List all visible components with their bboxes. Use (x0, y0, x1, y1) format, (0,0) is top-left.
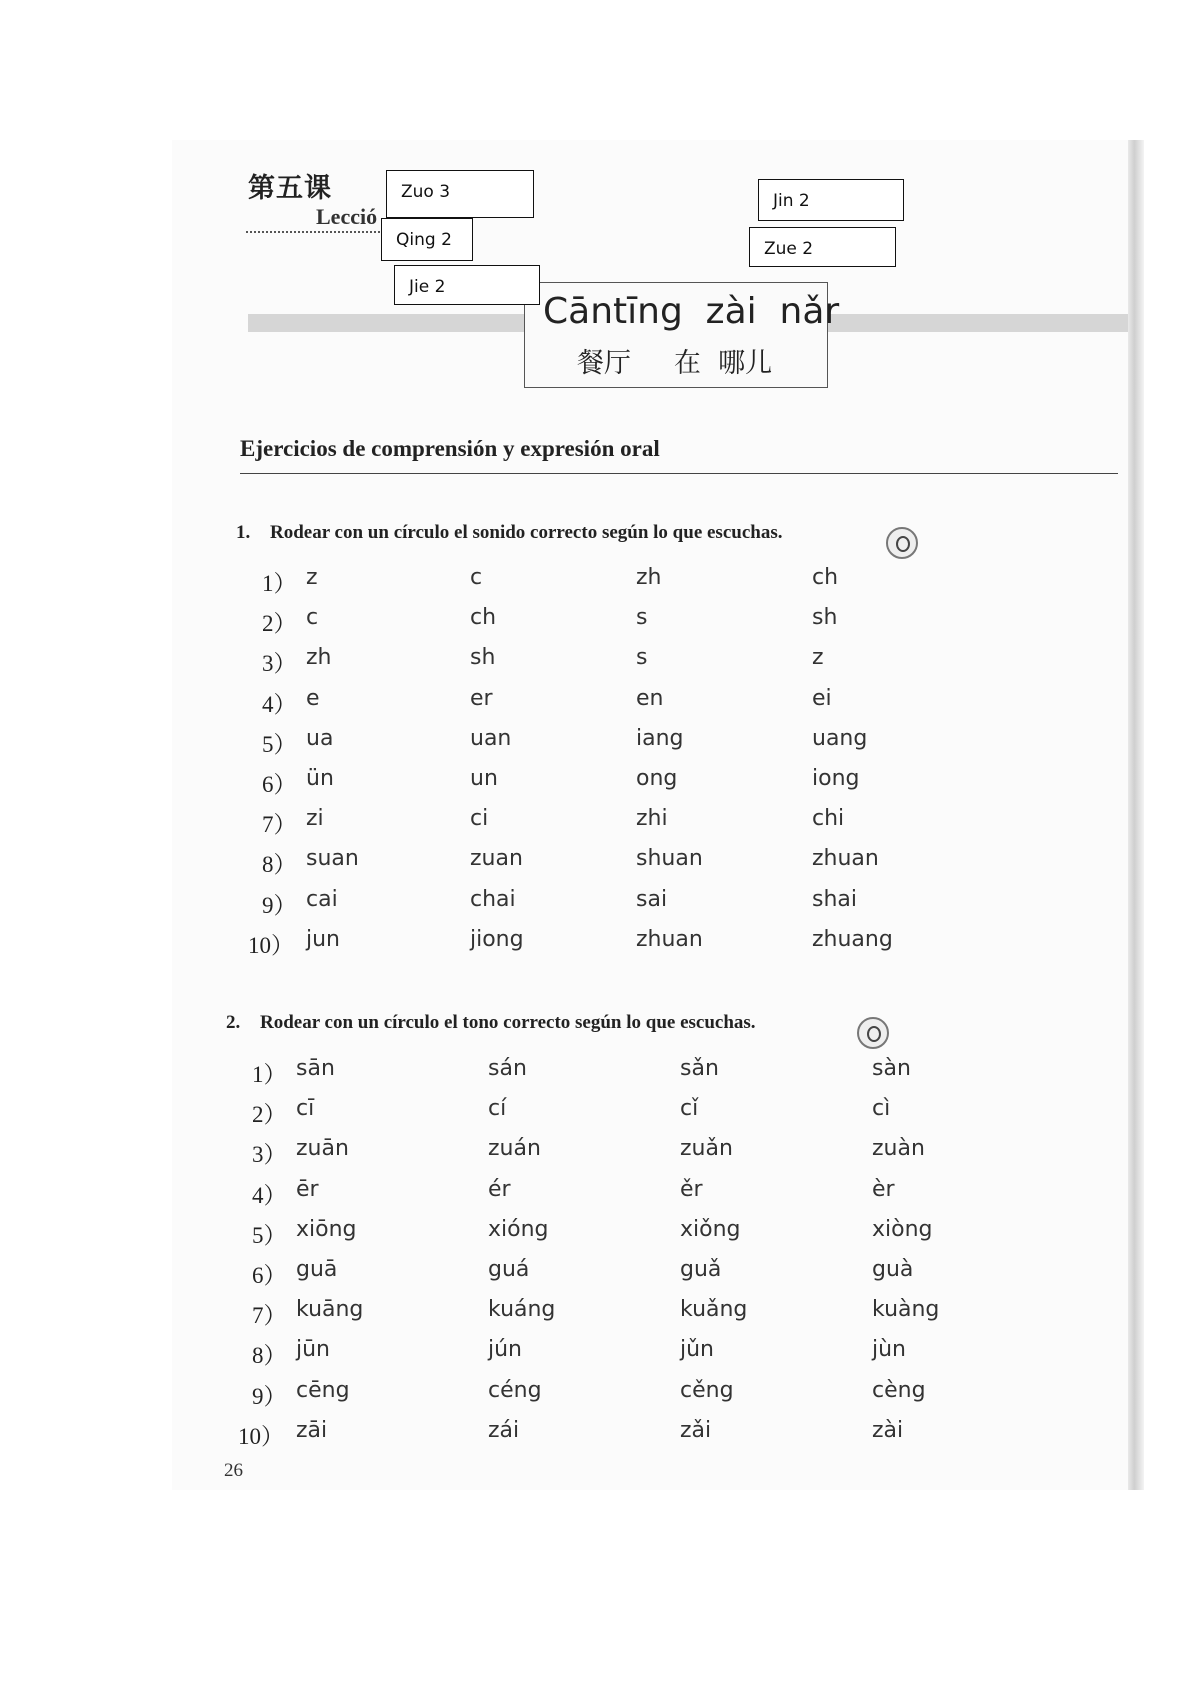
sound-option[interactable]: z (306, 565, 318, 590)
sound-option[interactable]: ér (488, 1176, 511, 1202)
sound-option[interactable]: ua (306, 725, 334, 751)
sound-option[interactable]: kuāng (296, 1297, 364, 1323)
sound-option[interactable]: ch (470, 605, 497, 631)
sound-option[interactable]: zuan (470, 846, 523, 872)
lesson-number-chinese: 第五课 (248, 173, 332, 204)
annotation-label: Zue 2 (749, 227, 896, 267)
row-number: 1） (262, 571, 297, 596)
sound-option[interactable]: s (636, 645, 648, 671)
sound-option[interactable]: sh (470, 645, 496, 671)
sound-option[interactable]: suan (306, 846, 359, 872)
sound-option[interactable]: zhuan (636, 926, 703, 952)
row-number: 1） (252, 1062, 287, 1087)
row-number: 9） (252, 1383, 287, 1409)
lesson-title-pinyin: Cāntīng zài nǎr (543, 291, 840, 332)
sound-option[interactable]: xiōng (296, 1216, 357, 1242)
row-number: 9） (262, 892, 297, 918)
row-number: 4） (262, 691, 297, 717)
sound-option[interactable]: zhi (636, 806, 668, 832)
sound-option[interactable]: èr (872, 1176, 895, 1202)
page-number: 26 (224, 1460, 243, 1481)
sound-option[interactable]: guā (296, 1257, 338, 1282)
sound-option[interactable]: cēng (296, 1377, 350, 1403)
sound-option[interactable]: zuán (488, 1136, 541, 1162)
row-number: 2） (252, 1102, 287, 1128)
sound-option[interactable]: sǎn (680, 1056, 719, 1081)
sound-option[interactable]: guá (488, 1257, 530, 1282)
sound-option[interactable]: zhuan (812, 846, 879, 872)
sound-option[interactable]: s (636, 605, 648, 631)
dotted-divider (246, 231, 384, 233)
sound-option[interactable]: zh (306, 645, 332, 671)
sound-option[interactable]: jūn (296, 1337, 330, 1363)
sound-option[interactable]: iang (636, 725, 684, 751)
sound-option[interactable]: uan (470, 725, 512, 751)
lesson-number-spanish: Lecció (316, 204, 378, 229)
row-number: 2） (262, 611, 297, 637)
sound-option[interactable]: c (306, 605, 319, 631)
sound-option[interactable]: jǔn (680, 1337, 714, 1363)
sound-option[interactable]: jiong (470, 926, 524, 952)
sound-option[interactable]: zhuang (812, 926, 893, 952)
row-number: 6） (262, 772, 297, 797)
sound-option[interactable]: ch (812, 565, 839, 590)
sound-option[interactable]: ēr (296, 1176, 319, 1202)
annotation-label: Jie 2 (394, 265, 540, 305)
sound-option[interactable]: zh (636, 565, 662, 590)
lesson-title-hanzi: 餐厅 在 哪儿 (577, 348, 773, 379)
sound-option[interactable]: zǎi (680, 1417, 712, 1443)
section-rule (240, 473, 1118, 474)
sound-option[interactable]: jún (488, 1337, 522, 1363)
sound-option[interactable]: uang (812, 725, 868, 751)
sound-option[interactable]: chai (470, 886, 516, 912)
instruction-text: Rodear con un círculo el tono correcto según lo que escuchas. (260, 1012, 756, 1033)
row-number: 10） (248, 932, 294, 958)
sound-option[interactable]: ong (636, 766, 678, 791)
sound-option[interactable]: zài (872, 1417, 904, 1443)
sound-option[interactable]: kuàng (872, 1297, 940, 1323)
lesson-title-box (524, 282, 840, 388)
sound-option[interactable]: zuǎn (680, 1136, 733, 1162)
row-number: 4） (252, 1182, 287, 1208)
row-number: 7） (262, 812, 297, 838)
annotation-label: Qing 2 (381, 218, 473, 261)
sound-option[interactable]: xiǒng (680, 1216, 741, 1242)
sound-option[interactable]: kuáng (488, 1297, 556, 1323)
row-number: 10） (238, 1423, 284, 1449)
page-edge-shadow (1128, 140, 1144, 1490)
row-number: 8） (252, 1343, 287, 1369)
sound-option[interactable]: cèng (872, 1377, 926, 1403)
sound-option[interactable]: sai (636, 886, 668, 912)
row-number: 3） (252, 1142, 287, 1168)
exercise-number: 1. (236, 522, 251, 543)
sound-option[interactable]: céng (488, 1377, 542, 1403)
sound-option[interactable]: zái (488, 1417, 520, 1443)
row-number: 6） (252, 1263, 287, 1288)
audio-cd-icon (857, 1017, 889, 1049)
annotation-label: Jin 2 (758, 179, 904, 221)
row-number: 7） (252, 1303, 287, 1329)
sound-option[interactable]: cī (296, 1096, 315, 1122)
section-title: Ejercicios de comprensión y expresión oral (240, 436, 660, 461)
sound-option[interactable]: zuàn (872, 1136, 925, 1162)
exercise-1-instruction (236, 522, 782, 544)
sound-option[interactable]: cǐ (680, 1096, 699, 1122)
row-number: 5） (262, 731, 297, 757)
row-number: 5） (252, 1222, 287, 1248)
annotation-label: Zuo 3 (386, 170, 534, 218)
sound-option[interactable]: chi (812, 806, 845, 832)
sound-option[interactable]: cí (488, 1096, 507, 1122)
sound-option[interactable]: zāi (296, 1417, 328, 1443)
sound-option[interactable]: iong (812, 766, 860, 791)
sound-option[interactable]: kuǎng (680, 1297, 748, 1323)
sound-option[interactable]: ci (470, 806, 489, 832)
sound-option[interactable]: zuān (296, 1136, 349, 1162)
sound-option[interactable]: un (470, 766, 498, 791)
instruction-text: Rodear con un círculo el sonido correcto según lo que escuchas. (270, 522, 783, 543)
sound-option[interactable]: cěng (680, 1377, 734, 1403)
sound-option[interactable]: e (306, 685, 320, 711)
sound-option[interactable]: sàn (872, 1056, 911, 1081)
sound-option[interactable]: er (470, 685, 493, 711)
sound-option[interactable]: shai (812, 886, 857, 912)
exercise-2-instruction (226, 1012, 756, 1034)
sound-option[interactable]: jun (306, 926, 340, 952)
sound-option[interactable]: xióng (488, 1216, 549, 1242)
sound-option[interactable]: xiòng (872, 1216, 933, 1242)
sound-option[interactable]: sān (296, 1056, 335, 1081)
sound-option[interactable]: guà (872, 1257, 914, 1282)
sound-option[interactable]: en (636, 685, 664, 711)
sound-option[interactable]: c (470, 565, 483, 590)
exercise-number: 2. (226, 1012, 241, 1033)
sound-option[interactable]: cì (872, 1096, 891, 1122)
sound-option[interactable]: sán (488, 1056, 527, 1081)
sound-option[interactable]: jùn (872, 1337, 906, 1363)
sound-option[interactable]: ün (306, 766, 334, 791)
audio-cd-icon (886, 527, 918, 559)
sound-option[interactable]: guǎ (680, 1257, 722, 1282)
sound-option[interactable]: zi (306, 806, 324, 832)
sound-option[interactable]: shuan (636, 846, 703, 872)
row-number: 8） (262, 852, 297, 878)
sound-option[interactable]: cai (306, 886, 338, 912)
row-number: 3） (262, 651, 297, 677)
sound-option[interactable]: sh (812, 605, 838, 631)
sound-option[interactable]: z (812, 645, 824, 671)
sound-option[interactable]: ei (812, 685, 832, 711)
sound-option[interactable]: ěr (680, 1176, 703, 1202)
